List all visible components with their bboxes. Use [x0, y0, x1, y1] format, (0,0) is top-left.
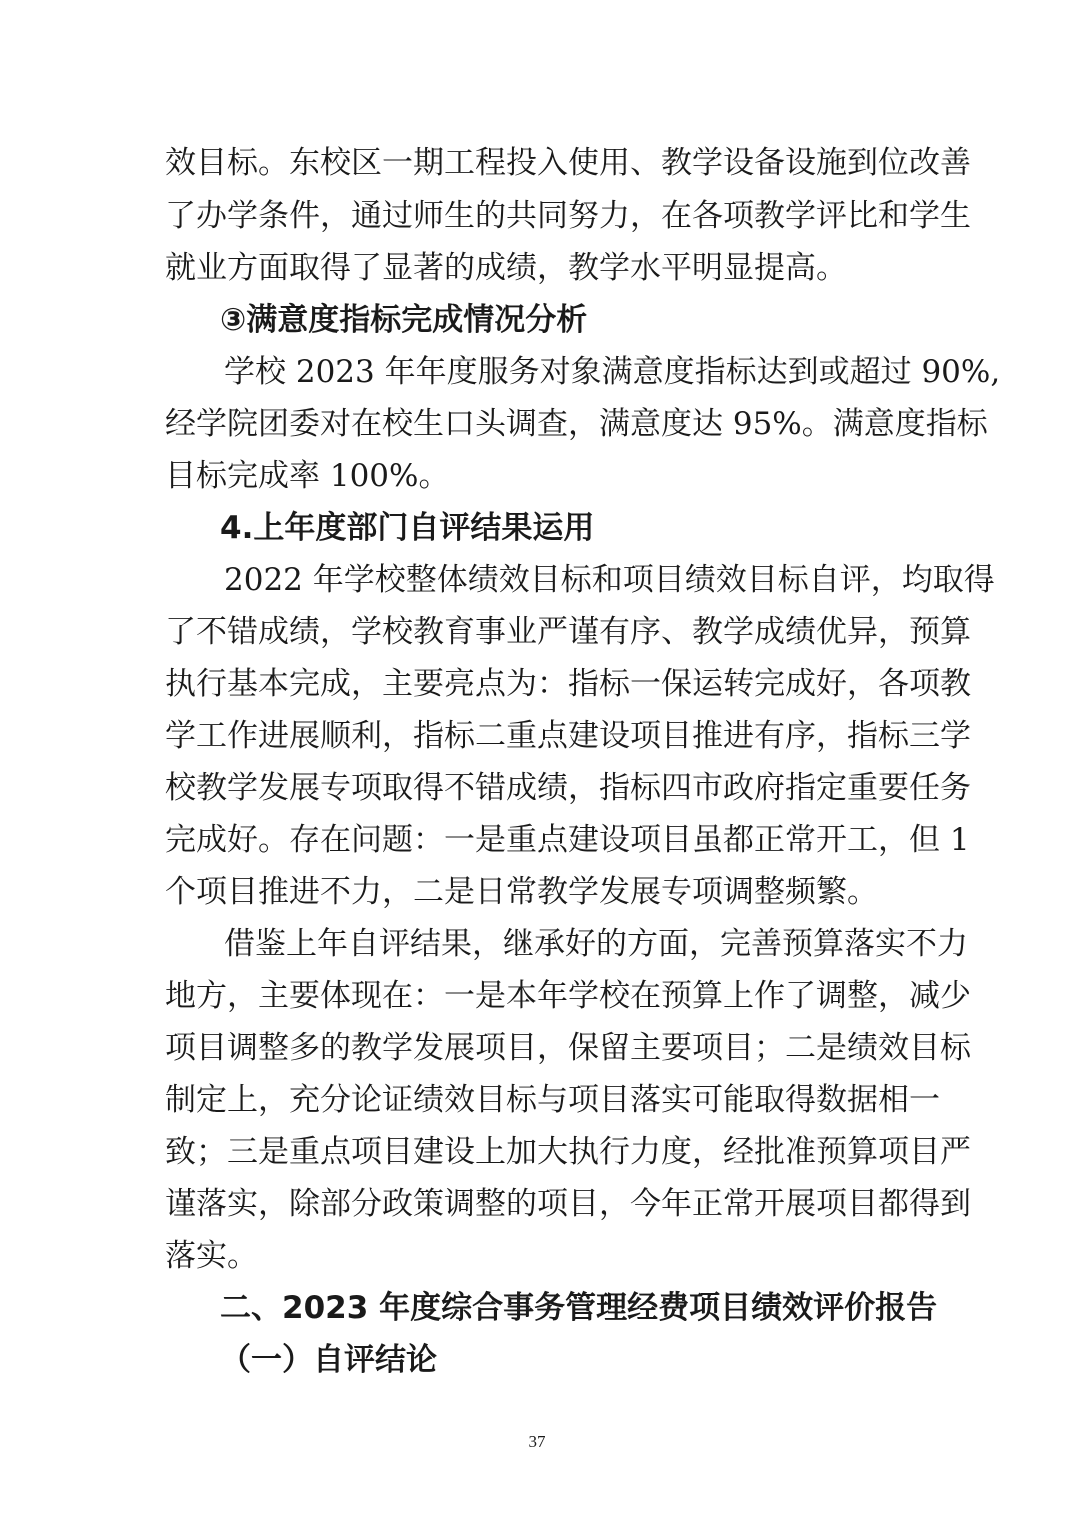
paragraph-line: 项目调整多的教学发展项目，保留主要项目；二是绩效目标: [165, 1030, 971, 1066]
paragraph-line: 经学院团委对在校生口头调查，满意度达 95%。满意度指标: [165, 406, 988, 442]
paragraph-line: 2022 年学校整体绩效目标和项目绩效目标自评，均取得: [224, 562, 995, 598]
paragraph-line: 学工作进展顺利，指标二重点建设项目推进有序，指标三学: [165, 718, 971, 754]
paragraph-line: 目标完成率 100%。: [165, 458, 450, 494]
subsection-heading: 4.上年度部门自评结果运用: [220, 510, 595, 546]
paragraph-line: 地方，主要体现在：一是本年学校在预算上作了调整，减少: [165, 978, 971, 1014]
paragraph-line: 谨落实，除部分政策调整的项目，今年正常开展项目都得到: [165, 1186, 971, 1222]
paragraph-line: 完成好。存在问题：一是重点建设项目虽都正常开工，但 1: [165, 822, 970, 858]
subsection-heading: ③满意度指标完成情况分析: [220, 302, 588, 338]
paragraph-line: 效目标。东校区一期工程投入使用、教学设备设施到位改善: [165, 145, 971, 181]
paragraph-line: 个项目推进不力，二是日常教学发展专项调整频繁。: [165, 874, 878, 910]
paragraph-line: 了办学条件，通过师生的共同努力，在各项教学评比和学生: [165, 198, 971, 234]
page-number: 37: [528, 1432, 546, 1451]
paragraph-line: 致；三是重点项目建设上加大执行力度，经批准预算项目严: [165, 1134, 971, 1170]
paragraph-line: 借鉴上年自评结果，继承好的方面，完善预算落实不力: [224, 926, 968, 962]
paragraph-line: 学校 2023 年年度服务对象满意度指标达到或超过 90%,: [224, 354, 1001, 390]
section-heading: 二、2023 年度综合事务管理经费项目绩效评价报告: [220, 1290, 938, 1326]
paragraph-line: 制定上，充分论证绩效目标与项目落实可能取得数据相一: [165, 1082, 940, 1118]
subsection-heading: （一）自评结论: [220, 1342, 437, 1378]
paragraph-line: 校教学发展专项取得不错成绩，指标四市政府指定重要任务: [165, 770, 971, 806]
paragraph-line: 就业方面取得了显著的成绩，教学水平明显提高。: [165, 250, 847, 286]
paragraph-line: 落实。: [165, 1238, 258, 1274]
paragraph-line: 执行基本完成，主要亮点为：指标一保运转完成好，各项教: [165, 666, 971, 702]
paragraph-line: 了不错成绩，学校教育事业严谨有序、教学成绩优异，预算: [165, 614, 971, 650]
